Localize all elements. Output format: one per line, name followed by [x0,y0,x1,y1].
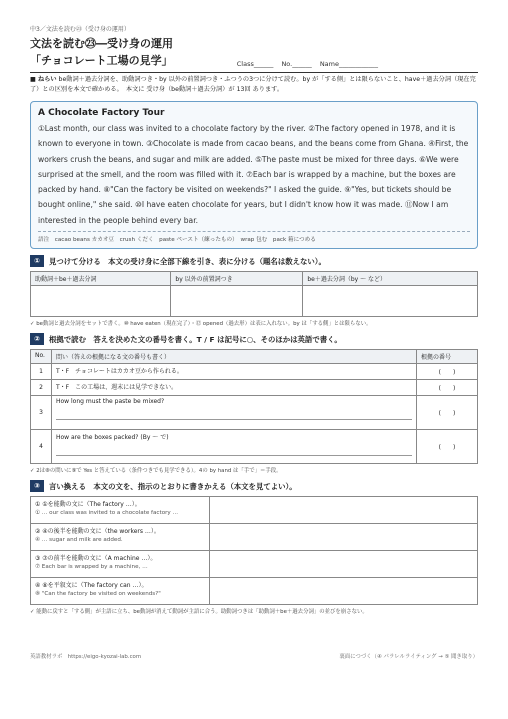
table-row [31,364,478,380]
task-source: ⑧ "Can the factory be visited on weekends?" [35,591,161,598]
section-1-note: ✓ be動詞と過去分詞をセットで書く。⑩ have eaten（現在完了）・⑫ opened（過去形）は表に入れない。by は「する側」とは限らない。 [30,321,372,328]
header-evidence: 根拠の番号 [417,350,478,364]
question-text: How are the boxes packed? (By ～ で) [56,434,169,442]
answer-cell-modal[interactable] [31,286,171,317]
classification-table [30,271,478,317]
rewrite-table [30,496,478,605]
title-row [30,52,478,68]
story-title: A Chocolate Factory Tour [38,108,165,118]
section-3-header [30,480,478,492]
section-3-title: 言い換える 本文の文を、指示のとおりに書きかえる（本文を見てよい）。 [49,481,297,491]
section-2-note: ✓ 2は⑧の問いに⑨で Yes と答えている（条件つきでも見学できる）。4の by hand は「手で」＝手段。 [30,468,282,475]
question-text: T・F この工場は、週末には見学できない。 [52,380,417,396]
task-source: ⑦ Each bar is wrapped by a machine, … [35,564,148,571]
worksheet-subtitle: 「チョコレート工場の見学」 [30,54,173,67]
section-2-title: 根拠で読む 答えを決めた文の番号を書く。T / F は記号に○、そのほかは英語で書く。 [49,334,342,344]
section-3-note: ✓ 能動に戻すと「する側」が主語に立ち、be動詞が消えて動詞が主語に合う。助動詞つきは「助動詞＋be＋過去分詞」の並びを崩さない。 [30,609,368,616]
story-box [30,101,478,249]
section-2-header [30,333,478,345]
table-row [31,380,478,396]
answer-line[interactable] [56,443,412,456]
section-1-badge: ① [30,255,44,267]
section-1-title: 見つけて分ける 本文の受け身に全部下線を引き、表に分ける（題名は数えない）。 [49,256,326,266]
evidence-answer[interactable]: ( ) [417,380,478,396]
evidence-answer[interactable]: ( ) [417,396,478,430]
footer-source: 英語教材ラボ https://eigo-kyozai-lab.com [30,654,142,660]
footer-continue: 裏面につづく（④ パラレルライティング → ⑤ 聞き取り） [339,654,478,660]
answer-cell[interactable] [210,524,478,551]
student-info [231,60,478,68]
section-2-badge: ② [30,333,44,345]
header-no: No. [31,350,52,364]
column-header-preposition: by 以外の前置詞つき [171,272,303,286]
task-text: ② ④の後半を能動の文に（the workers …）。 [35,528,160,536]
evidence-answer[interactable]: ( ) [417,364,478,380]
question-text: T・F チョコレートはカカオ豆から作られる。 [52,364,417,380]
row-number: 2 [31,380,52,396]
question-cell [52,396,417,430]
task-cell [31,578,210,605]
aim-body: be動詞＋過去分詞を、助動詞つき・by 以外の前置詞つき・ふつうの3つに分けて読む。by が「する側」とは限らないこと、have＋過去分詞（現在完了）との区別を本文で確かめる。 本文に 受け身（be動詞＋過去分詞）が 13回 あります。 [30,76,476,93]
evidence-table [30,349,478,464]
header-divider [30,72,478,73]
column-header-modal: 助動詞＋be＋過去分詞 [31,272,171,286]
question-text: How long must the paste be mixed? [56,398,165,406]
table-row [31,396,478,430]
task-text: ① ①を能動の文に（The factory …）。 [35,501,141,509]
row-number: 3 [31,396,52,430]
section-3-badge: ③ [30,480,44,492]
evidence-answer[interactable]: ( ) [417,430,478,464]
answer-line[interactable] [56,407,412,420]
worksheet-title: 文法を読む㉓―受け身の運用 [30,37,173,50]
section-1-header [30,255,478,267]
header-question: 問い（答えの根拠になる文の番号も書く） [52,350,417,364]
aim-label: ■ ねらい [30,76,57,83]
aim-text [30,75,478,95]
series-label: 中3／文法を読む㉓（受け身の運用） [30,26,130,33]
table-row [31,430,478,464]
story-text: ①Last month, our class was invited to a chocolate factory by the river. ②The factory opened in 1978, and it is known to everyone in town. ③Chocolate is made from cacao beans, and the beans come from Ghana. ④First, the workers crush the beans, and sugar and milk are added. ⑤The paste must be mixed for three days. ⑥We were surprised at the smell, and the room was filled with it. ⑦Each bar is wrapped by a machine, but the boxes are packed by hand. ⑧"Can the factory be visited on weekends?" I asked the guide. ⑨"Yes, but tickets should be bought online," she said. ⑩I have eaten chocolate for years, but I didn't know how it was made. ⑪Now I am interested in the people behind every bar. [38,124,469,225]
answer-cell[interactable] [210,551,478,578]
task-source: ① … our class was invited to a chocolate factory … [35,510,179,517]
task-source: ④ … sugar and milk are added. [35,537,123,544]
table-row [31,524,478,551]
task-cell [31,524,210,551]
answer-cell-preposition[interactable] [171,286,303,317]
answer-cell[interactable] [210,497,478,524]
page-footer [30,652,478,660]
table-row [31,551,478,578]
question-cell [52,430,417,464]
task-text: ③ ⑦の前半を能動の文に（A machine …）。 [35,555,157,563]
task-cell [31,497,210,524]
row-number: 1 [31,364,52,380]
row-number: 4 [31,430,52,464]
name-field[interactable]: Name____________ [319,60,378,68]
vocab-notes: 語注 cacao beans カカオ豆 crush くだく paste ペースト（練ったもの） wrap 包む pack 箱につめる [38,231,470,243]
table-row [31,578,478,605]
column-header-plain: be＋過去分詞（by ～ など） [303,272,478,286]
task-cell [31,551,210,578]
class-field[interactable]: Class______ [236,60,274,68]
answer-cell-plain[interactable] [303,286,478,317]
number-field[interactable]: No.______ [281,60,312,68]
task-text: ④ ⑧を平叙文に（The factory can …）。 [35,582,148,590]
table-row [31,497,478,524]
answer-cell[interactable] [210,578,478,605]
